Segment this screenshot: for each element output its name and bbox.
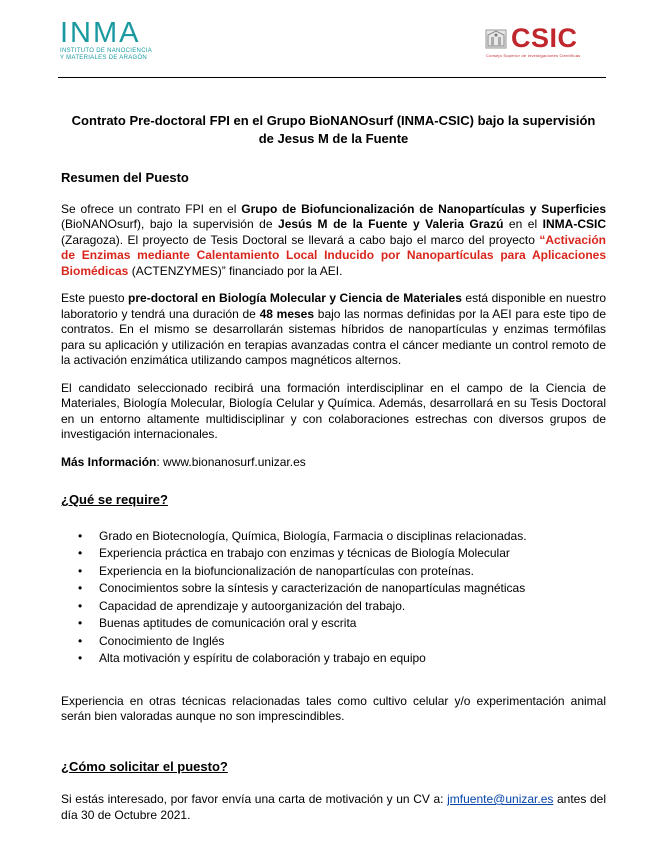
inma-logo <box>60 18 180 64</box>
document-body <box>61 112 606 835</box>
p2-text-3: bajo las normas definidas por la AEI para este tipo de contratos. En el mismo se desarrollarán sistemas híbridos de nanopartículas y enzimas termófilas para su aplicación y utilización en terapias avanzadas contra el cáncer mediante un control remoto de la activación enzimática utilizando campos magnéticos alternos. <box>61 306 606 367</box>
p2-text-2: está disponible en nuestro laboratorio y tendrá una duración de <box>61 291 606 321</box>
apply-paragraph <box>61 792 606 823</box>
document-header <box>0 0 652 78</box>
inma-logo-subtitle <box>60 48 152 62</box>
apply-heading: ¿Cómo solicitar el puesto? <box>61 758 228 774</box>
project-title: “Activación de Enzimas mediante Calentamiento Local Inducido por Nanopartículas para Aplicaciones Biomédicas <box>61 232 606 278</box>
requirements-heading: ¿Qué se require? <box>61 492 168 507</box>
contact-email-link[interactable]: jmfuente@unizar.es <box>447 792 554 806</box>
more-info-value: : www.bionanosurf.unizar.es <box>156 454 306 469</box>
institute-name: INMA-CSIC <box>542 217 606 231</box>
header-divider <box>58 77 606 78</box>
p2-text-1: Este puesto <box>61 291 129 305</box>
requirements-extra: Experiencia en otras técnicas relacionadas tales como cultivo celular y/o experimentación animal serán bien valoradas aunque no son imprescindibles. <box>61 693 606 723</box>
summary-paragraph-2 <box>61 291 606 369</box>
p1-text-4: (Zaragoza). El proyecto de Tesis Doctoral se llevará a cabo bajo el marco del proyecto <box>61 232 540 247</box>
p1-text-2: (BioNANOsurf), bajo la supervisión de <box>61 217 279 231</box>
title-line1: Contrato Pre-doctoral FPI en el Grupo BioNANOsurf (INMA-CSIC) bajo la supervisión <box>71 113 596 128</box>
list-item: • Experiencia práctica en trabajo con enzimas y técnicas de Biología Molecular <box>99 545 606 563</box>
group-name: Grupo de Biofuncionalización de Nanopartículas y Superficies <box>241 201 607 216</box>
title-line2: de Jesus M de la Fuente <box>258 131 409 146</box>
list-item: • Experiencia en la biofuncionalización de nanopartículas con proteínas. <box>99 563 606 581</box>
p1-text-1: Se ofrece un contrato FPI en el <box>61 201 242 216</box>
csic-logo-text: CSIC <box>511 23 578 53</box>
list-item: • Capacidad de aprendizaje y autoorganización del trabajo. <box>99 598 606 616</box>
list-item: • Conocimiento de Inglés <box>99 633 606 651</box>
requirements-list <box>61 528 606 668</box>
supervisors: Jesús M de la Fuente y Valeria Grazú <box>278 217 504 231</box>
inma-subtitle-line2: Y MATERIALES DE ARAGÓN <box>60 55 148 61</box>
summary-heading: Resumen del Puesto <box>61 170 189 185</box>
position-type: pre-doctoral en Biología Molecular y Ciencia de Materiales <box>128 291 462 305</box>
list-item: • Alta motivación y espíritu de colaboración y trabajo en equipo <box>99 650 606 668</box>
apply-text-2: antes del día 30 de Octubre 2021. <box>61 792 606 822</box>
document-title <box>61 112 606 148</box>
summary-paragraph-1 <box>61 202 606 280</box>
p1-text-3: en el <box>503 217 543 231</box>
p1-text-5: (ACTENZYMES)” financiado por la AEI. <box>128 263 343 278</box>
more-info <box>61 455 606 471</box>
list-item: • Conocimientos sobre la síntesis y caracterización de nanopartículas magnéticas <box>99 580 606 598</box>
summary-paragraph-3: El candidato seleccionado recibirá una formación interdisciplinar en el campo de la Ciencia de Materiales, Biología Molecular, Biología Celular y Química. Además, desarrollará en su Tesis Doctoral en un entorno altamente multidisciplinar y con colaboraciones estrechas con diversos grupos de investigación internacionales. <box>61 380 606 441</box>
csic-logo-subtitle: Consejo Superior de Investigaciones Científicas <box>486 53 581 58</box>
csic-logo <box>484 24 594 60</box>
inma-subtitle-line1: INSTITUTO DE NANOCIENCIA <box>60 48 153 54</box>
list-item: • Grado en Biotecnología, Química, Biología, Farmacia o disciplinas relacionadas. <box>99 528 606 546</box>
list-item: • Buenas aptitudes de comunicación oral y escrita <box>99 615 606 633</box>
csic-emblem-icon <box>484 26 508 50</box>
apply-text-1: Si estás interesado, por favor envía una carta de motivación y un CV a: <box>61 792 448 806</box>
inma-logo-text: INMA <box>60 17 141 49</box>
more-info-label: Más Información <box>61 454 157 469</box>
contract-duration: 48 meses <box>259 306 315 321</box>
